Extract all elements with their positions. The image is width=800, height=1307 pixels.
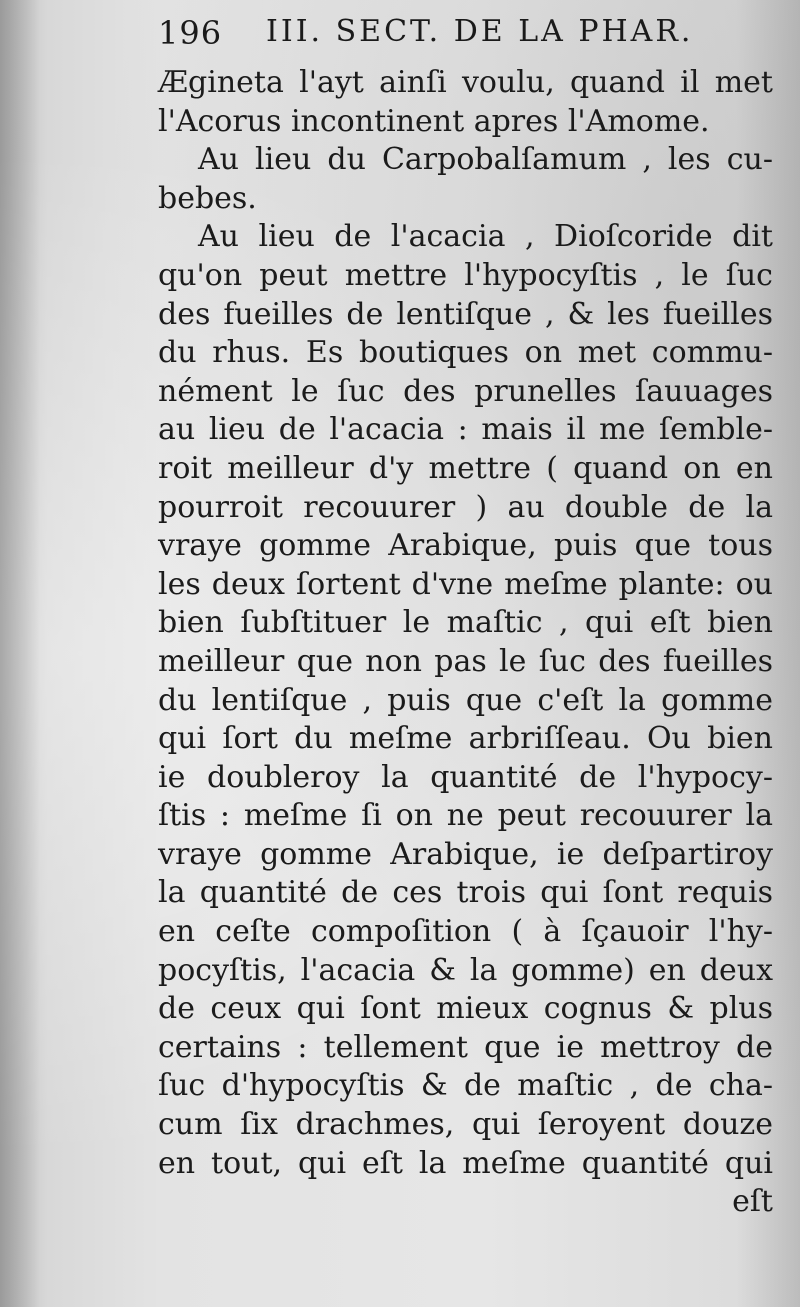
text-line: du lentiſque , puis que c'eſt la gomme	[158, 682, 773, 718]
text-line: ſuc d'hypocyſtis & de maſtic , de cha-	[158, 1068, 773, 1104]
body-text	[158, 64, 773, 1222]
text-line: cum ſix drachmes, qui ſeroyent douze	[158, 1107, 773, 1143]
text-line: Au lieu de l'acacia , Dioſcoride dit	[198, 219, 773, 255]
binding-shadow	[0, 0, 40, 1307]
text-line: qui ſort du meſme arbriſſeau. Ou bien	[158, 721, 773, 757]
text-line: Ægineta l'ayt ainſi voulu, quand il met	[158, 65, 773, 100]
text-line: bien ſubſtituer le maſtic , qui eſt bien	[158, 605, 773, 641]
text-line: de ceux qui ſont mieux cognus & plus	[158, 991, 773, 1027]
text-line: Au lieu du Carpobalſamum , les cu-	[198, 142, 773, 178]
running-title: III. SECT. DE LA PHAR.	[266, 14, 694, 49]
text-line: pocyſtis, l'acacia & la gomme) en deux	[158, 952, 773, 988]
text-line: les deux ſortent d'vne meſme plante: ou	[158, 566, 773, 602]
text-line: meilleur que non pas le ſuc des fueilles	[158, 643, 773, 679]
page-number: 196	[158, 14, 223, 52]
text-line: du rhus. Es boutiques on met commu-	[158, 335, 773, 371]
catchword: eſt	[732, 1184, 773, 1220]
text-line: pourroit recouurer ) au double de la	[158, 489, 773, 525]
text-line: certains : tellement que ie mettroy de	[158, 1029, 773, 1065]
text-line: en ceſte compoſition ( à ſçauoir l'hy-	[158, 914, 773, 950]
text-line: nément le ſuc des prunelles ſauuages	[158, 373, 773, 409]
text-line: ie doubleroy la quantité de l'hypocy-	[158, 759, 773, 795]
text-line: bebes.	[158, 180, 257, 216]
text-line: en tout, qui eſt la meſme quantité qui	[158, 1145, 773, 1181]
text-line: la quantité de ces trois qui ſont requis	[158, 875, 773, 911]
text-line: ſtis : meſme ſi on ne peut recouurer la	[158, 798, 773, 834]
text-line: vraye gomme Arabique, puis que tous	[158, 528, 773, 564]
text-line: qu'on peut mettre l'hypocyſtis , le ſuc	[158, 257, 773, 293]
text-line: des fueilles de lentiſque , & les fueilles	[158, 296, 773, 332]
text-line: roit meilleur d'y mettre ( quand on en	[158, 450, 773, 486]
text-line: vraye gomme Arabique, ie deſpartiroy	[158, 836, 773, 872]
running-head	[158, 10, 778, 58]
text-line: l'Acorus incontinent apres l'Amome.	[158, 103, 710, 139]
text-line: au lieu de l'acacia : mais il me ſemble-	[158, 412, 773, 448]
